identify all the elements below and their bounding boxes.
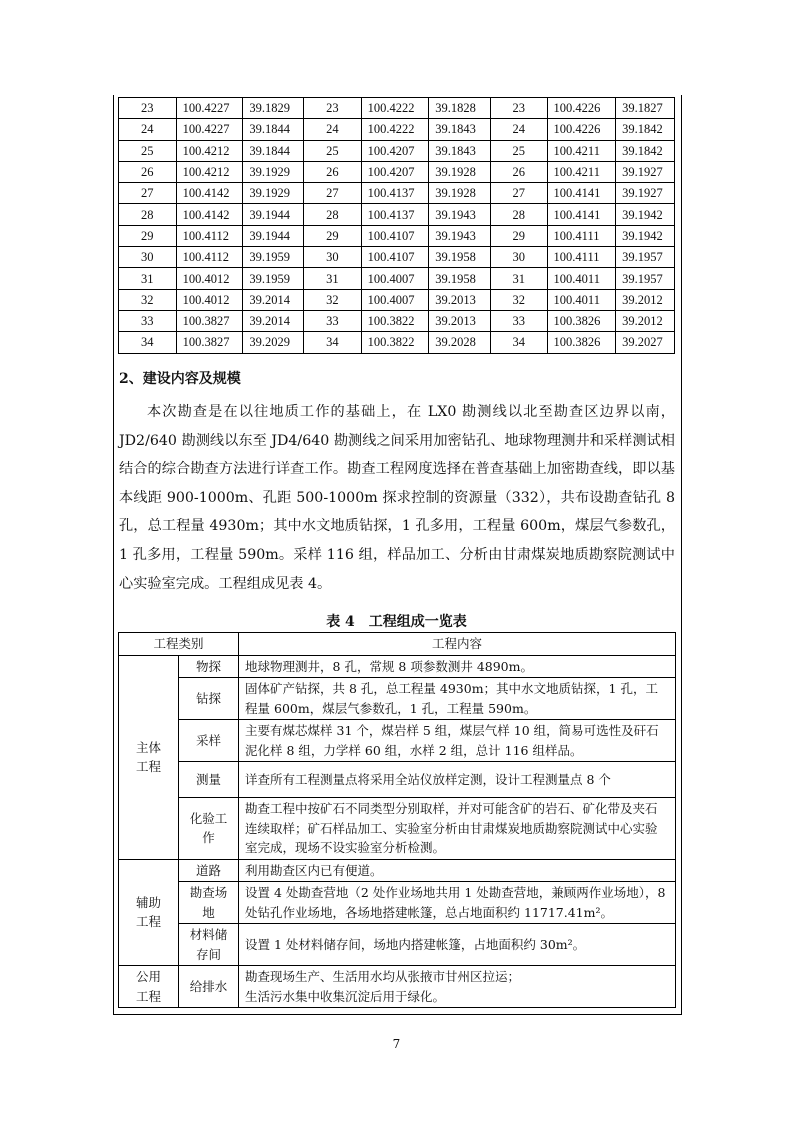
table-row (119, 798, 676, 860)
page-number: 7 (392, 1037, 401, 1051)
item-content: 设置 4 处勘查营地（2 处作业场地共用 1 处勘查营地，兼顾两作业场地），8 处钻孔作业场地，各场地搭建帐篷，总占地面积约 11717.41m²。 (239, 882, 676, 924)
longitude-cell: 100.3826 (547, 310, 616, 331)
latitude-cell: 39.2013 (429, 289, 491, 310)
latitude-cell: 39.1942 (616, 204, 675, 225)
longitude-cell: 100.4141 (547, 183, 616, 204)
table-header-row (119, 633, 676, 656)
point-number-cell: 32 (119, 289, 177, 310)
point-number-cell: 30 (119, 247, 177, 268)
table-row (119, 140, 675, 161)
latitude-cell: 39.2027 (616, 332, 675, 353)
latitude-cell: 39.1942 (616, 225, 675, 246)
point-number-cell: 24 (490, 119, 547, 140)
longitude-cell: 100.4112 (176, 225, 243, 246)
point-number-cell: 34 (490, 332, 547, 353)
item-content: 主要有煤芯煤样 31 个，煤岩样 5 组，煤层气样 10 组，简易可选性及矸石泥化样 8 组，力学样 60 组，水样 2 组，总计 116 组样品。 (239, 720, 676, 762)
header-content: 工程内容 (239, 633, 676, 656)
table-row (119, 332, 675, 353)
longitude-cell: 100.3822 (361, 332, 429, 353)
latitude-cell: 39.1842 (616, 119, 675, 140)
latitude-cell: 39.1944 (243, 225, 304, 246)
table-row (119, 310, 675, 331)
latitude-cell: 39.2028 (429, 332, 491, 353)
table-row (119, 678, 676, 720)
point-number-cell: 27 (304, 183, 362, 204)
longitude-cell: 100.4137 (361, 204, 429, 225)
latitude-cell: 39.1957 (616, 268, 675, 289)
longitude-cell: 100.4107 (361, 225, 429, 246)
table-row (119, 859, 676, 882)
table-row (119, 161, 675, 182)
latitude-cell: 39.2012 (616, 289, 675, 310)
point-number-cell: 27 (490, 183, 547, 204)
point-number-cell: 32 (304, 289, 362, 310)
latitude-cell: 39.2014 (243, 289, 304, 310)
header-category: 工程类别 (119, 633, 239, 656)
longitude-cell: 100.4142 (176, 204, 243, 225)
latitude-cell: 39.2013 (429, 310, 491, 331)
longitude-cell: 100.4211 (547, 140, 616, 161)
point-number-cell: 29 (490, 225, 547, 246)
group-public-label: 公用 工程 (119, 966, 179, 1008)
table-caption: 表 4 工程组成一览表 (326, 614, 467, 630)
item-content: 设置 1 处材料储存间，场地内搭建帐篷，占地面积约 30m²。 (239, 924, 676, 966)
item-name: 采样 (179, 720, 239, 762)
point-number-cell: 28 (304, 204, 362, 225)
point-number-cell: 23 (304, 98, 362, 119)
point-number-cell: 25 (304, 140, 362, 161)
longitude-cell: 100.4222 (361, 119, 429, 140)
latitude-cell: 39.2029 (243, 332, 304, 353)
longitude-cell: 100.4142 (176, 183, 243, 204)
point-number-cell: 33 (490, 310, 547, 331)
latitude-cell: 39.1929 (243, 183, 304, 204)
table-row (119, 98, 675, 119)
point-number-cell: 30 (490, 247, 547, 268)
point-number-cell: 23 (119, 98, 177, 119)
latitude-cell: 39.1844 (243, 140, 304, 161)
table-row (119, 966, 676, 1008)
point-number-cell: 34 (304, 332, 362, 353)
longitude-cell: 100.4111 (547, 247, 616, 268)
point-number-cell: 26 (304, 161, 362, 182)
item-content: 勘查现场生产、生活用水均从张掖市甘州区拉运； 生活污水集中收集沉淀后用于绿化。 (239, 966, 676, 1008)
item-name: 钻探 (179, 678, 239, 720)
table-row (119, 924, 676, 966)
latitude-cell: 39.1958 (429, 268, 491, 289)
item-content: 详查所有工程测量点将采用全站仪放样定测，设计工程测量点 8 个 (239, 762, 676, 798)
latitude-cell: 39.1827 (616, 98, 675, 119)
table-row (119, 720, 676, 762)
table-row (119, 882, 676, 924)
item-content: 利用勘查区内已有便道。 (239, 859, 676, 882)
item-name: 测量 (179, 762, 239, 798)
item-content: 固体矿产钻探，共 8 孔，总工程量 4930m；其中水文地质钻探，1 孔，工程量 600m，煤层气参数孔，1 孔，工程量 590m。 (239, 678, 676, 720)
latitude-cell: 39.1944 (243, 204, 304, 225)
longitude-cell: 100.4212 (176, 140, 243, 161)
group-main-label: 主体 工程 (119, 655, 179, 859)
latitude-cell: 39.1927 (616, 161, 675, 182)
longitude-cell: 100.3822 (361, 310, 429, 331)
coordinate-table-body (119, 98, 675, 354)
section-heading: 2、建设内容及规模 (119, 371, 241, 387)
table-row (119, 655, 676, 678)
coordinate-table (118, 97, 675, 354)
point-number-cell: 26 (490, 161, 547, 182)
longitude-cell: 100.4112 (176, 247, 243, 268)
longitude-cell: 100.4226 (547, 119, 616, 140)
latitude-cell: 39.1829 (243, 98, 304, 119)
point-number-cell: 28 (490, 204, 547, 225)
table-row (119, 289, 675, 310)
latitude-cell: 39.1943 (429, 225, 491, 246)
longitude-cell: 100.4211 (547, 161, 616, 182)
latitude-cell: 39.1844 (243, 119, 304, 140)
point-number-cell: 25 (119, 140, 177, 161)
longitude-cell: 100.3826 (547, 332, 616, 353)
item-content: 地球物理测井，8 孔，常规 8 项参数测井 4890m。 (239, 655, 676, 678)
point-number-cell: 33 (119, 310, 177, 331)
point-number-cell: 26 (119, 161, 177, 182)
item-name: 勘查场 地 (179, 882, 239, 924)
point-number-cell: 31 (490, 268, 547, 289)
point-number-cell: 33 (304, 310, 362, 331)
latitude-cell: 39.1958 (429, 247, 491, 268)
latitude-cell: 39.1929 (243, 161, 304, 182)
table-row (119, 762, 676, 798)
longitude-cell: 100.4207 (361, 161, 429, 182)
longitude-cell: 100.4141 (547, 204, 616, 225)
point-number-cell: 29 (304, 225, 362, 246)
item-name: 材料储 存间 (179, 924, 239, 966)
point-number-cell: 31 (119, 268, 177, 289)
point-number-cell: 28 (119, 204, 177, 225)
longitude-cell: 100.4212 (176, 161, 243, 182)
longitude-cell: 100.4222 (361, 98, 429, 119)
longitude-cell: 100.3827 (176, 332, 243, 353)
longitude-cell: 100.4011 (547, 268, 616, 289)
point-number-cell: 32 (490, 289, 547, 310)
table-row (119, 183, 675, 204)
latitude-cell: 39.1843 (429, 119, 491, 140)
longitude-cell: 100.4012 (176, 289, 243, 310)
item-content: 勘查工程中按矿石不同类型分别取样，并对可能含矿的岩石、矿化带及夹石连续取样；矿石样品加工、实验室分析由甘肃煤炭地质勘察院测试中心实验室完成，现场不设实验室分析检测。 (239, 798, 676, 860)
latitude-cell: 39.1959 (243, 247, 304, 268)
latitude-cell: 39.1928 (429, 161, 491, 182)
latitude-cell: 39.2012 (616, 310, 675, 331)
longitude-cell: 100.4207 (361, 140, 429, 161)
point-number-cell: 23 (490, 98, 547, 119)
longitude-cell: 100.4111 (547, 225, 616, 246)
point-number-cell: 25 (490, 140, 547, 161)
longitude-cell: 100.3827 (176, 310, 243, 331)
longitude-cell: 100.4107 (361, 247, 429, 268)
latitude-cell: 39.1957 (616, 247, 675, 268)
group-aux-label: 辅助 工程 (119, 859, 179, 966)
latitude-cell: 39.1828 (429, 98, 491, 119)
longitude-cell: 100.4227 (176, 98, 243, 119)
longitude-cell: 100.4011 (547, 289, 616, 310)
longitude-cell: 100.4007 (361, 268, 429, 289)
longitude-cell: 100.4012 (176, 268, 243, 289)
table-row (119, 225, 675, 246)
latitude-cell: 39.1959 (243, 268, 304, 289)
latitude-cell: 39.2014 (243, 310, 304, 331)
point-number-cell: 34 (119, 332, 177, 353)
body-paragraph: 本次勘查是在以往地质工作的基础上，在 LX0 勘测线以北至勘查区边界以南，JD2/640 勘测线以东至 JD4/640 勘测线之间采用加密钻孔、地球物理测井和采样测试相结合的综合勘查方法进行详查工作。勘查工程网度选择在普查基础上加密勘查线，即以基本线距 900-1000m、孔距 500-1000m 探求控制的资源量（332），共布设勘查钻孔 8 孔，总工程量 4930m；其中水文地质钻探，1 孔多用，工程量 600m，煤层气参数孔，1 孔多用，工程量 590m。采样 116 组，样品加工、分析由甘肃煤炭地质勘察院测试中心实验室完成。工程组成见表 4。 (119, 404, 675, 592)
longitude-cell: 100.4137 (361, 183, 429, 204)
latitude-cell: 39.1842 (616, 140, 675, 161)
point-number-cell: 24 (119, 119, 177, 140)
latitude-cell: 39.1943 (429, 204, 491, 225)
table-row (119, 204, 675, 225)
latitude-cell: 39.1927 (616, 183, 675, 204)
point-number-cell: 27 (119, 183, 177, 204)
table-row (119, 119, 675, 140)
item-name: 给排水 (179, 966, 239, 1008)
item-name: 化验工 作 (179, 798, 239, 860)
latitude-cell: 39.1928 (429, 183, 491, 204)
latitude-cell: 39.1843 (429, 140, 491, 161)
item-name: 道路 (179, 859, 239, 882)
engineering-composition-table (118, 632, 676, 1008)
point-number-cell: 24 (304, 119, 362, 140)
table-row (119, 268, 675, 289)
point-number-cell: 30 (304, 247, 362, 268)
point-number-cell: 29 (119, 225, 177, 246)
item-name: 物探 (179, 655, 239, 678)
table-row (119, 247, 675, 268)
longitude-cell: 100.4226 (547, 98, 616, 119)
point-number-cell: 31 (304, 268, 362, 289)
longitude-cell: 100.4227 (176, 119, 243, 140)
longitude-cell: 100.4007 (361, 289, 429, 310)
